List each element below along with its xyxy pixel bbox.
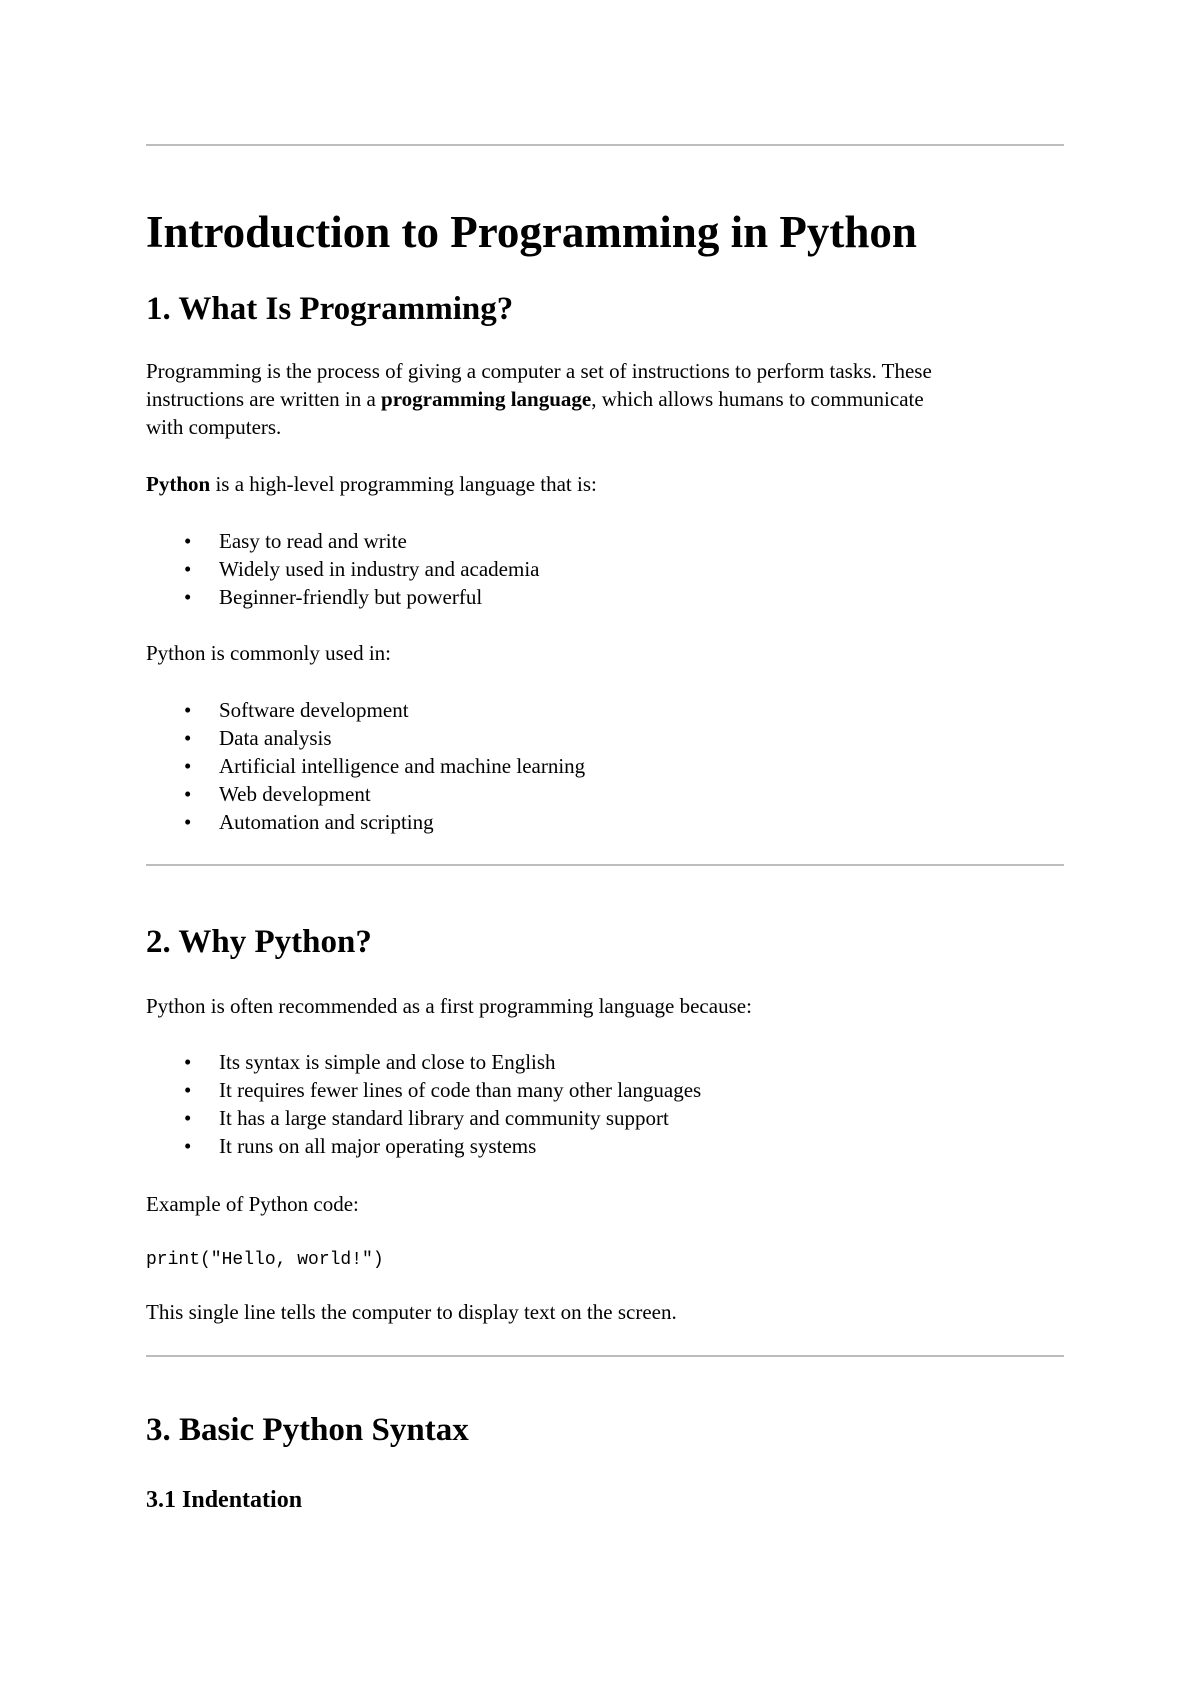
paragraph-line: Programming is the process of giving a computer a set of instructions to perform tasks. These <box>146 359 932 383</box>
list-item: • It has a large standard library and community support <box>184 1106 669 1130</box>
bullet-icon: • <box>184 782 192 806</box>
bullet-icon: • <box>184 754 192 778</box>
bold-term: programming language <box>381 387 592 411</box>
paragraph-text: instructions are written in a <box>146 387 382 411</box>
section-2-paragraph-3: This single line tells the computer to display text on the screen. <box>146 1300 677 1324</box>
code-example: print("Hello, world!") <box>146 1250 384 1270</box>
section-1-paragraph-1 <box>146 357 932 441</box>
bullet-icon: • <box>184 557 192 581</box>
list-item: • Beginner-friendly but powerful <box>184 585 483 609</box>
bullet-icon: • <box>184 1106 192 1130</box>
section-1-heading: 1. What Is Programming? <box>146 291 514 327</box>
section-1-paragraph-2 <box>146 470 597 498</box>
bullet-icon: • <box>184 726 192 750</box>
python-traits-list <box>146 527 539 611</box>
list-item: • Software development <box>184 698 409 722</box>
list-item: • Data analysis <box>184 726 332 750</box>
top-divider <box>146 144 1064 146</box>
subsection-3-1-heading: 3.1 Indentation <box>146 1487 303 1513</box>
why-python-list <box>146 1048 701 1160</box>
bullet-icon: • <box>184 1134 192 1158</box>
section-2-paragraph-1: Python is often recommended as a first programming language because: <box>146 994 752 1018</box>
list-item: • Widely used in industry and academia <box>184 557 540 581</box>
bullet-icon: • <box>184 1050 192 1074</box>
bullet-icon: • <box>184 698 192 722</box>
bullet-icon: • <box>184 585 192 609</box>
list-item: • Automation and scripting <box>184 810 434 834</box>
list-item: • Artificial intelligence and machine learning <box>184 754 586 778</box>
page-title: Introduction to Programming in Python <box>146 207 917 257</box>
list-item: • Easy to read and write <box>184 529 407 553</box>
paragraph-text: , which allows humans to communicate <box>591 387 924 411</box>
bullet-icon: • <box>184 1078 192 1102</box>
bullet-icon: • <box>184 529 192 553</box>
section-2-paragraph-2: Example of Python code: <box>146 1192 359 1216</box>
paragraph-text: is a high-level programming language that is: <box>210 472 597 496</box>
section-3-heading: 3. Basic Python Syntax <box>146 1412 469 1448</box>
section-1-paragraph-3: Python is commonly used in: <box>146 641 392 665</box>
bold-term: Python <box>146 472 211 496</box>
list-item: • Its syntax is simple and close to English <box>184 1050 556 1074</box>
list-item: • It runs on all major operating systems <box>184 1134 537 1158</box>
section-2-heading: 2. Why Python? <box>146 924 372 960</box>
section-divider <box>146 1355 1064 1357</box>
paragraph-line: with computers. <box>146 415 282 439</box>
paragraph-line <box>146 385 932 413</box>
list-item: • Web development <box>184 782 371 806</box>
list-item: • It requires fewer lines of code than many other languages <box>184 1078 702 1102</box>
section-divider <box>146 864 1064 866</box>
python-uses-list <box>146 696 585 836</box>
bullet-icon: • <box>184 810 192 834</box>
